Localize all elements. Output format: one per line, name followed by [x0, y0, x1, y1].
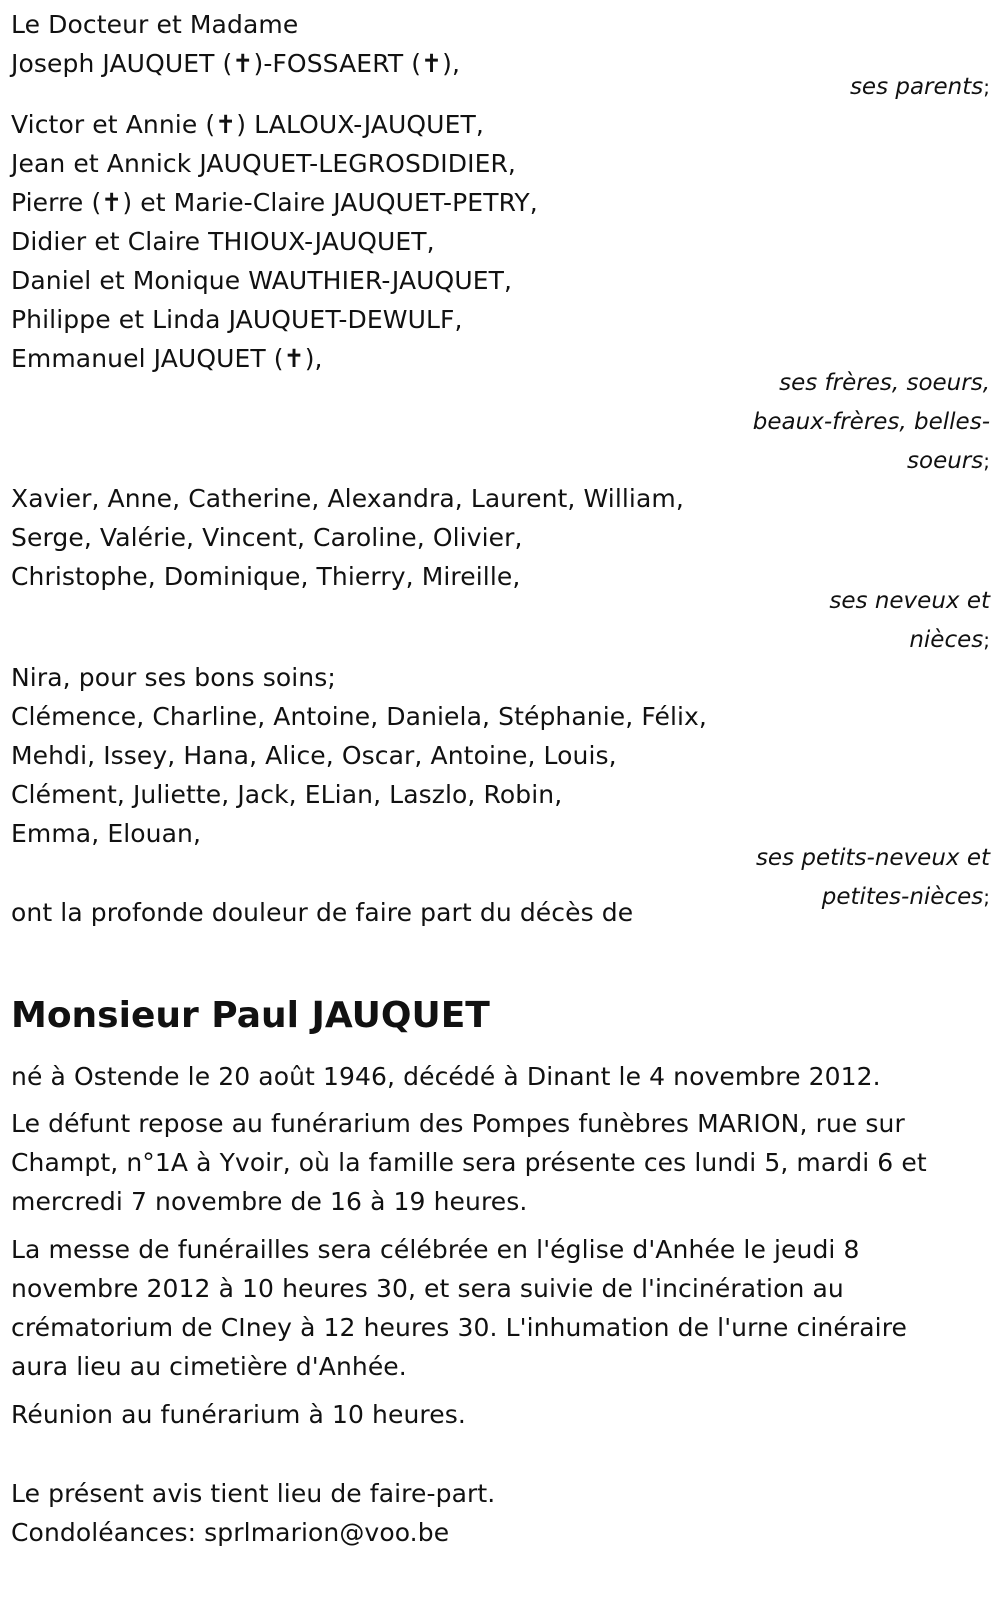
nephews-line-1: Xavier, Anne, Catherine, Alexandra, Laurent, William,	[11, 484, 684, 513]
parents-line-1: Le Docteur et Madame	[11, 10, 299, 39]
mass-line-1: La messe de funérailles sera célébrée en l'église d'Anhée le jeudi 8	[11, 1235, 860, 1264]
siblings-role-line-3	[660, 441, 990, 481]
grandnephews-role-text: petites-nièces	[821, 884, 984, 910]
grandnephews-line-1: Nira, pour ses bons soins;	[11, 663, 336, 692]
parents-role-separator: ;	[983, 75, 990, 99]
grandnephews-role-line-2	[660, 877, 990, 917]
siblings-line-4: Didier et Claire THIOUX-JAUQUET,	[11, 227, 435, 256]
funerarium-line-2: Champt, n°1A à Yvoir, où la famille sera présente ces lundi 5, mardi 6 et	[11, 1148, 927, 1177]
siblings-line-5: Daniel et Monique WAUTHIER-JAUQUET,	[11, 266, 513, 295]
nephews-role-line-1: ses neveux et	[829, 588, 990, 614]
closing-line-1: Le présent avis tient lieu de faire-part.	[11, 1479, 496, 1508]
nephews-line-3: Christophe, Dominique, Thierry, Mireille,	[11, 562, 521, 591]
condolences-line: Condoléances: sprlmarion@voo.be	[11, 1518, 450, 1547]
mass-line-2: novembre 2012 à 10 heures 30, et sera suivie de l'incinération au	[11, 1274, 844, 1303]
siblings-role-line-1: ses frères, soeurs,	[779, 370, 990, 396]
birth-death-line: né à Ostende le 20 août 1946, décédé à Dinant le 4 novembre 2012.	[11, 1062, 881, 1091]
funerarium-line-1: Le défunt repose au funérarium des Pompes funèbres MARION, rue sur	[11, 1109, 905, 1138]
grandnephews-line-3: Mehdi, Issey, Hana, Alice, Oscar, Antoine, Louis,	[11, 741, 617, 770]
mass-line-4: aura lieu au cimetière d'Anhée.	[11, 1352, 407, 1381]
announcement-text: ont la profonde douleur de faire part du décès de	[11, 898, 634, 927]
siblings-line-7: Emmanuel JAUQUET (✝),	[11, 344, 323, 373]
siblings-role-separator: ;	[983, 449, 990, 473]
parents-role	[660, 67, 990, 107]
grandnephews-line-2: Clémence, Charline, Antoine, Daniela, Stéphanie, Félix,	[11, 702, 707, 731]
nephews-role-separator: ;	[983, 628, 990, 652]
parents-line-2: Joseph JAUQUET (✝)-FOSSAERT (✝),	[11, 49, 461, 78]
siblings-line-1: Victor et Annie (✝) LALOUX-JAUQUET,	[11, 110, 484, 139]
grandnephews-line-5: Emma, Elouan,	[11, 819, 202, 848]
grandnephews-role-separator: ;	[983, 885, 990, 909]
deceased-name: Monsieur Paul JAUQUET	[11, 995, 490, 1036]
reunion-line: Réunion au funérarium à 10 heures.	[11, 1400, 466, 1429]
nephews-line-2: Serge, Valérie, Vincent, Caroline, Olivier,	[11, 523, 523, 552]
siblings-line-6: Philippe et Linda JAUQUET-DEWULF,	[11, 305, 463, 334]
siblings-role-line-2: beaux-frères, belles-	[752, 409, 990, 435]
grandnephews-line-4: Clément, Juliette, Jack, ELian, Laszlo, Robin,	[11, 780, 563, 809]
parents-role-text: ses parents	[849, 74, 984, 100]
mass-line-3: crématorium de CIney à 12 heures 30. L'inhumation de l'urne cinéraire	[11, 1313, 907, 1342]
funerarium-line-3: mercredi 7 novembre de 16 à 19 heures.	[11, 1187, 528, 1216]
siblings-role-text: soeurs	[907, 448, 984, 474]
grandnephews-role-line-1: ses petits-neveux et	[755, 845, 990, 871]
nephews-role-line-2	[660, 620, 990, 660]
siblings-line-2: Jean et Annick JAUQUET-LEGROSDIDIER,	[11, 149, 516, 178]
siblings-line-3: Pierre (✝) et Marie-Claire JAUQUET-PETRY,	[11, 188, 538, 217]
nephews-role-text: nièces	[909, 627, 984, 653]
